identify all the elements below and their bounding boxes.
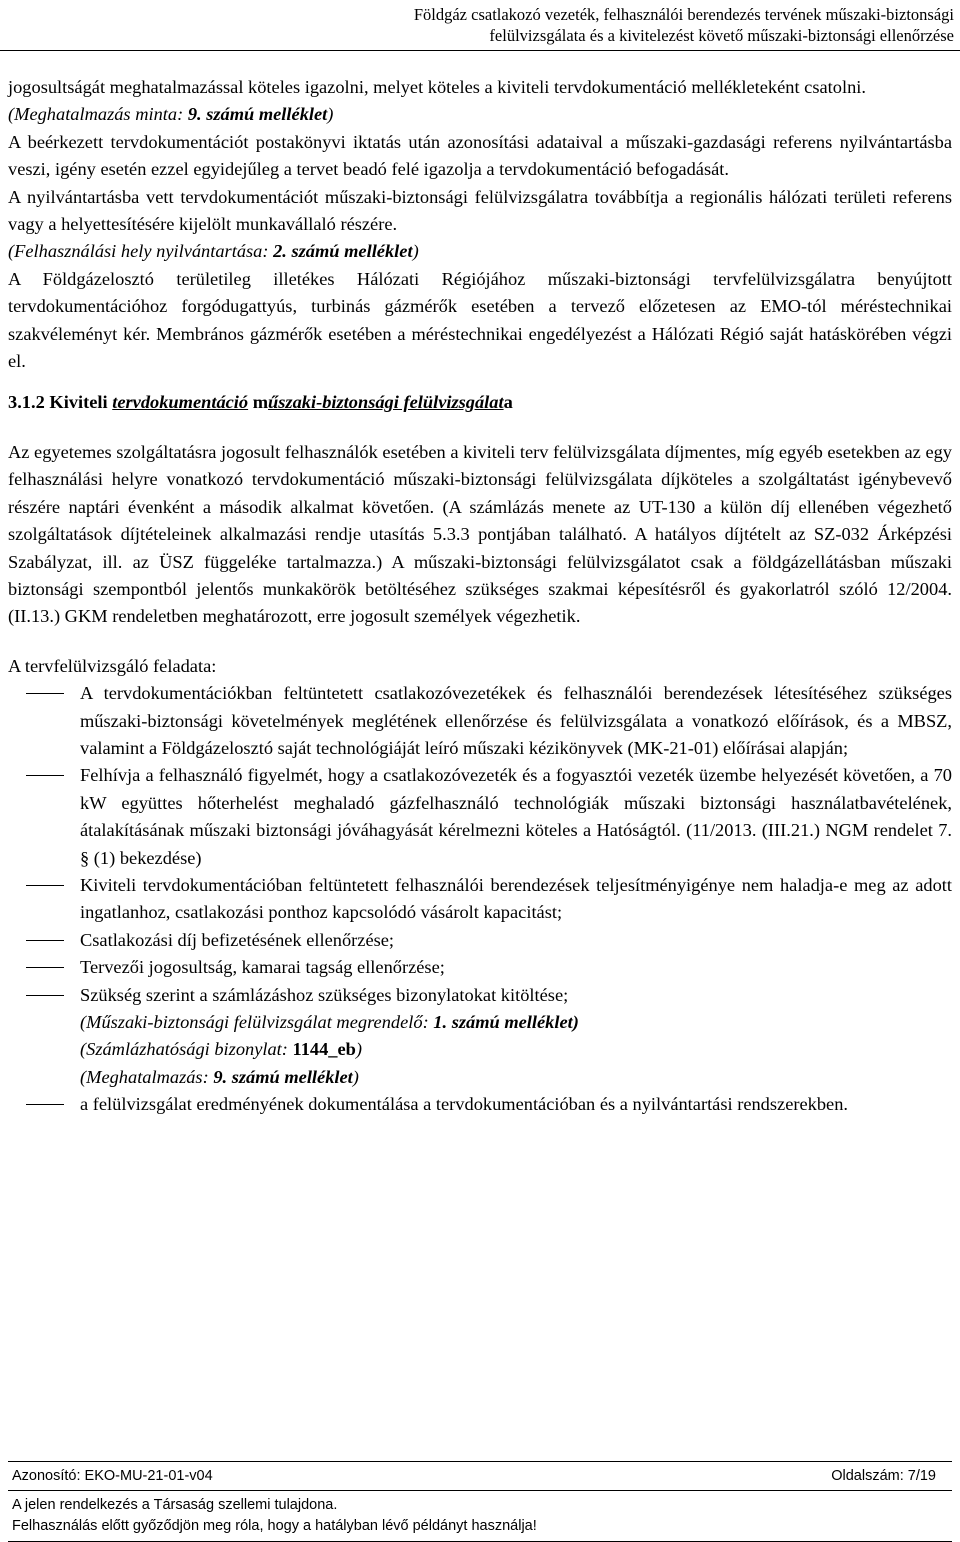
ownership-notice: A jelen rendelkezés a Társaság szellemi tulajdona. <box>12 1497 338 1513</box>
ref-prefix: (Felhasználási hely nyilvántartása: <box>8 241 274 262</box>
ref-prefix: (Meghatalmazás: <box>80 1066 214 1087</box>
ref-prefix: (Műszaki-biztonsági felülvizsgálat megrendelő: <box>80 1012 434 1032</box>
voucher-code: 1144_eb <box>292 1039 356 1060</box>
fee-paragraph: Az egyetemes szolgáltatásra jogosult felhasználók esetében a kiviteli terv felülvizsgálata díjmentes, míg egyéb esetekben az egy felhasználási helyre vonatkozó tervdokumentáció műszaki-biztonsági felülvizsgálata díjköteles a szolgáltatást igénybevevő részére naptári évenként a második alkalmat követően. (A számlázás menete az UT-130 a külön díj ellenében végezhető szolgáltatások díjtételeinek alkalmazási rendje utasítás 5.3.3 pontjában található. A hatályos díjtételt az SZ-032 Árképzési Szabályzat, ill. az ÜSZ függeléke tartalmazza.) A műszaki-biztonsági felülvizsgálatot csak a földgázellátásban műszaki biztonsági szempontból jelentős munkakörök betöltéséhez szükséges szakmai képesítésről és gyakorlatról szóló 12/2004. (II.13.) GKM rendeletben meghatározott, erre jogosult személyek végezhetik. <box>8 441 952 627</box>
document-body <box>8 74 952 1119</box>
page-footer <box>8 1461 952 1542</box>
list-item-text: Szükség szerint a számlázáshoz szükséges bizonylatokat kitöltése; <box>80 984 569 1005</box>
billing-voucher-ref <box>80 1036 952 1063</box>
section-title-part-4: űszaki-biztonsági felülvizsgálat <box>268 392 504 413</box>
annex-2-ref: 2. számú melléklet <box>273 241 413 262</box>
page-header <box>14 0 954 46</box>
list-item <box>8 927 952 954</box>
list-item <box>8 982 952 1092</box>
header-divider <box>0 50 960 51</box>
power-of-attorney-ref <box>80 1064 952 1091</box>
list-item <box>8 680 952 762</box>
section-title-part-3: m <box>252 392 269 413</box>
footer-notice <box>8 1490 952 1542</box>
ref-prefix: (Meghatalmazás minta: <box>8 104 188 125</box>
section-title-part-1: Kiviteli <box>49 392 108 413</box>
order-form-ref <box>80 1009 952 1036</box>
list-item-text: Kiviteli tervdokumentációban feltüntetett felhasználói berendezések teljesítményigénye nem haladja-e meg az adott ingatlanhoz, csatlakozási ponthoz kapcsolódó vásárolt kapacitást; <box>80 874 952 923</box>
dash-bullet-icon <box>26 940 64 941</box>
list-item <box>8 954 952 981</box>
section-title-part-5: a <box>503 392 513 413</box>
list-item <box>8 762 952 872</box>
dash-bullet-icon <box>26 967 64 968</box>
intro-registry-ref <box>8 238 952 265</box>
ref-suffix: ) <box>412 241 419 262</box>
ref-suffix: ) <box>327 104 334 125</box>
annex-1-ref: 1. számú melléklet) <box>433 1012 579 1032</box>
dash-bullet-icon <box>26 1104 64 1105</box>
dash-bullet-icon <box>26 995 64 996</box>
annex-9-ref: 9. számú melléklet <box>213 1066 353 1087</box>
intro-paragraph-6: A Földgázelosztó területileg illetékes Hálózati Régiójához műszaki-biztonsági tervfelülvizsgálatra benyújtott tervdokumentációhoz forgódugattyús, turbinás gázmérők esetében a tervező előzetesen az EMO-tól méréstechnikai szakvéleményt kér. Membrános gázmérők esetében a méréstechnikai engedélyezést a Hálózati Régió saját hatáskörében végzi el. <box>8 268 952 372</box>
dash-bullet-icon <box>26 775 64 776</box>
validity-notice: Felhasználás előtt győződjön meg róla, hogy a hatályban lévő példányt használja! <box>12 1518 537 1534</box>
dash-bullet-icon <box>26 693 64 694</box>
intro-paragraph-4: A nyilvántartásba vett tervdokumentációt műszaki-biztonsági felülvizsgálatra továbbítja a regionális hálózati területi referens vagy a helyettesítésére kijelölt munkavállaló részére. <box>8 186 952 235</box>
ref-prefix: (Számlázhatósági bizonylat: <box>80 1039 293 1060</box>
task-list <box>8 680 952 1119</box>
intro-paragraph-3: A beérkezett tervdokumentációt postakönyvi iktatás után azonosítási adataival a műszaki-gazdasági referens nyilvántartásba veszi, igény esetén ezzel egyidejűleg a tervet beadó felé igazolja a tervdokumentáció befogadását. <box>8 131 952 180</box>
section-number: 3.1.2 <box>8 392 45 413</box>
section-heading <box>8 389 952 416</box>
document-id: Azonosító: EKO-MU-21-01-v04 <box>12 1468 213 1484</box>
page-number: Oldalszám: 7/19 <box>831 1468 936 1484</box>
ref-suffix: ) <box>352 1066 359 1087</box>
list-item <box>8 872 952 927</box>
dash-bullet-icon <box>26 885 64 886</box>
task-heading: A tervfelülvizsgáló feladata: <box>8 655 217 676</box>
list-item-text: Tervezői jogosultság, kamarai tagság ellenőrzése; <box>80 957 445 978</box>
ref-suffix: ) <box>355 1039 363 1060</box>
footer-meta-row <box>8 1462 952 1490</box>
list-item-text: A tervdokumentációkban feltüntetett csatlakozóvezetékek és felhasználói berendezések létesítéséhez szükséges műszaki-biztonsági követelmények meglétének ellenőrzése és felülvizsgálata a vonatkozó előírások, és a MBSZ, valamint a Földgázelosztó saját technológiáját leíró műszaki kézikönyvek (MK-21-01) előírásai alapján; <box>80 683 952 758</box>
list-item-text: Csatlakozási díj befizetésének ellenőrzése; <box>80 929 395 950</box>
intro-paragraph-1: jogosultságát meghatalmazással köteles igazolni, melyet köteles a kiviteli tervdokumentáció mellékleteként csatolni. <box>8 77 866 97</box>
intro-power-of-attorney-ref <box>8 101 952 128</box>
list-item-text: Felhívja a felhasználó figyelmét, hogy a csatlakozóvezeték és a fogyasztói vezeték üzembe helyezését követően, a 70 kW együttes hőterhelést meghaladó gázfelhasználó technológiák műszaki biztonsági használatbavételének, átalakításának műszaki biztonsági jóváhagyását kérelmezni köteles a Hatóságtól. (11/2013. (III.21.) NGM rendelet 7. § (1) bekezdése) <box>80 765 952 868</box>
section-title-part-2: tervdokumentáció <box>112 392 249 413</box>
list-item <box>8 1091 952 1118</box>
annex-9-ref: 9. számú melléklet <box>187 104 328 125</box>
header-title-line-2: felülvizsgálata és a kivitelezést követő műszaki-biztonsági ellenőrzése <box>489 26 954 45</box>
header-title-line-1: Földgáz csatlakozó vezeték, felhasználói berendezés tervének műszaki-biztonsági <box>413 5 954 24</box>
list-item-text: a felülvizsgálat eredményének dokumentálása a tervdokumentációban és a nyilvántartási rendszerekben. <box>80 1094 848 1115</box>
